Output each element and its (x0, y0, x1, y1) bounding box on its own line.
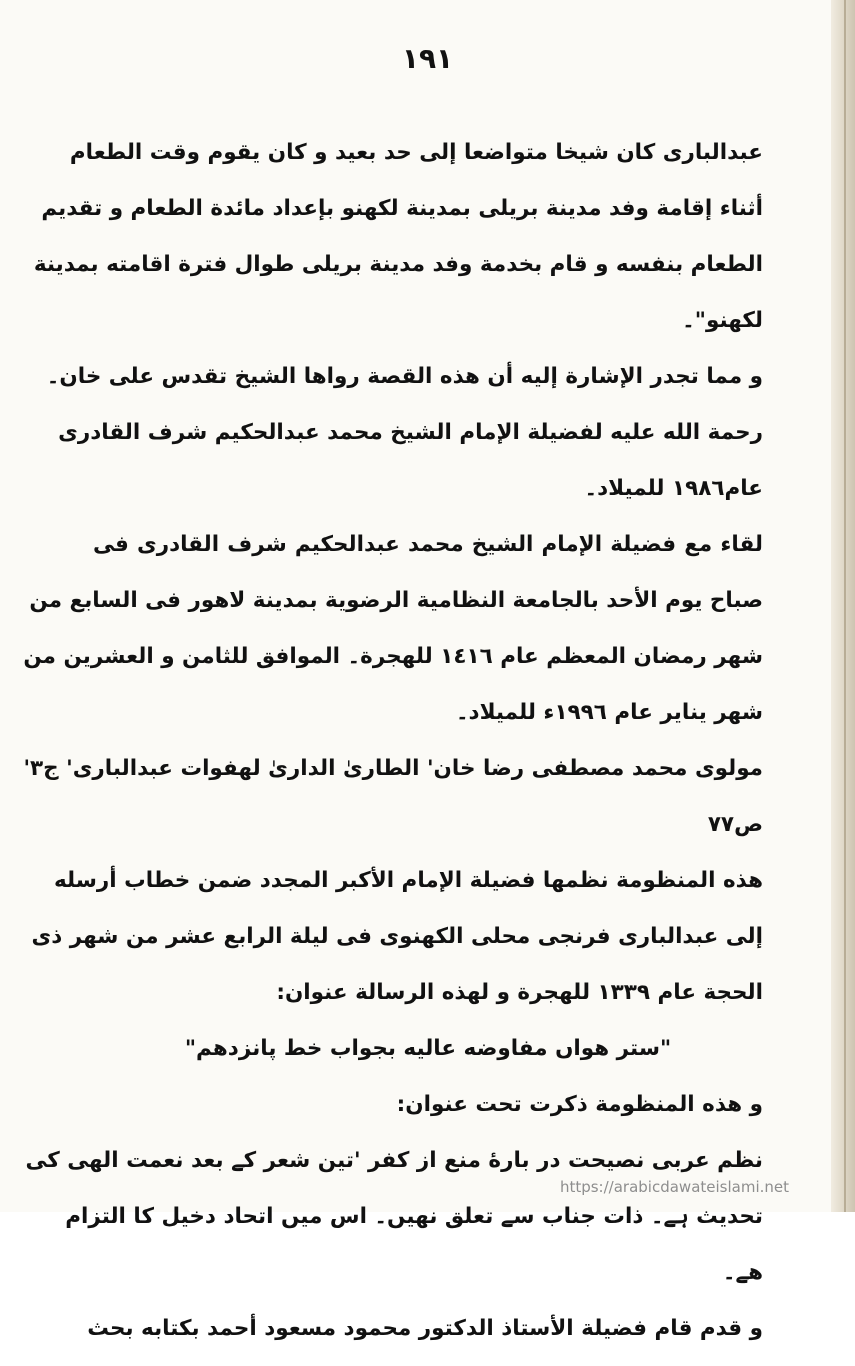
text-line: رحمة الله علیه لفضیلة الإمام الشیخ محمد عبدالحکیم شرف القادری (58, 420, 763, 445)
text-line: لقاء مع فضیلة الإمام الشیخ محمد عبدالحکیم شرف القادری فی (93, 532, 763, 557)
text-line: الحجة عام ١٣٣٩ للهجرة و لهذه الرسالة عنوان: (276, 980, 763, 1005)
text-line: شهر ینایر عام ١٩٩٦ء للمیلاد۔ (455, 700, 763, 725)
text-line: و هذه المنظومة ذکرت تحت عنوان: (396, 1092, 763, 1117)
text-line: مولوی محمد مصطفی رضا خان' الطاریٰ الداریٰ لهفوات عبدالباری' ج٣' (23, 756, 763, 781)
text-line: تحدیث ہے۔ ذات جناب سے تعلق نهیں۔ اس میں اتحاد دخیل کا التزام (65, 1204, 763, 1229)
text-line: هذه المنظومة نظمها فضیلة الإمام الأکبر المجدد ضمن خطاب أرسله (53, 868, 763, 893)
text-line: الطعام بنفسه و قام بخدمة وفد مدینة بریلی طوال فترة اقامته بمدینة (33, 252, 763, 277)
text-line: ص٧٧ (707, 812, 763, 837)
text-line: و مما تجدر الإشارة إلیه أن هذه القصة رواها الشیخ تقدس علی خان۔ (46, 364, 763, 389)
text-line: لکهنو"۔ (682, 308, 763, 333)
text-line: شهر رمضان المعظم عام ١٤١٦ للهجرة۔ الموافق للثامن و العشرین من (23, 644, 763, 669)
text-line: صباح یوم الأحد بالجامعة النظامیة الرضویة بمدینة لاهور فی السابع من (29, 588, 763, 613)
text-line: عام١٩٨٦ للمیلاد۔ (584, 476, 763, 501)
book-spine-edge (831, 0, 855, 1212)
text-line-quoted-title: "ستر هواں مفاوضه عالیه بجواب خط پانزدهم" (184, 1036, 672, 1061)
text-line: نظم عربی نصیحت در بارهٔ منع از کفر 'تین شعر کے بعد نعمت الهی کی (25, 1148, 763, 1173)
page-number: ١٩١ (401, 42, 454, 75)
text-line: عبدالباری کان شیخا متواضعا إلى حد بعید و کان یقوم وقت الطعام (69, 140, 763, 165)
text-line: إلى عبدالباری فرنجی محلی الکهنوی فی لیلة الرابع عشر من شهر ذی (31, 924, 763, 949)
text-line: ھے۔ (722, 1260, 763, 1285)
text-line: و قدم قام فضیلة الأستاذ الدکتور محمود مسعود أحمد بکتابه بحث (87, 1316, 763, 1341)
spine-shadow-line (844, 0, 846, 1212)
source-watermark: https://arabicdawateislami.net (559, 1178, 789, 1196)
text-line: أثناء إقامة وفد مدینة بریلی بمدینة لکهنو بإعداد مائدة الطعام و تقدیم (41, 196, 763, 221)
